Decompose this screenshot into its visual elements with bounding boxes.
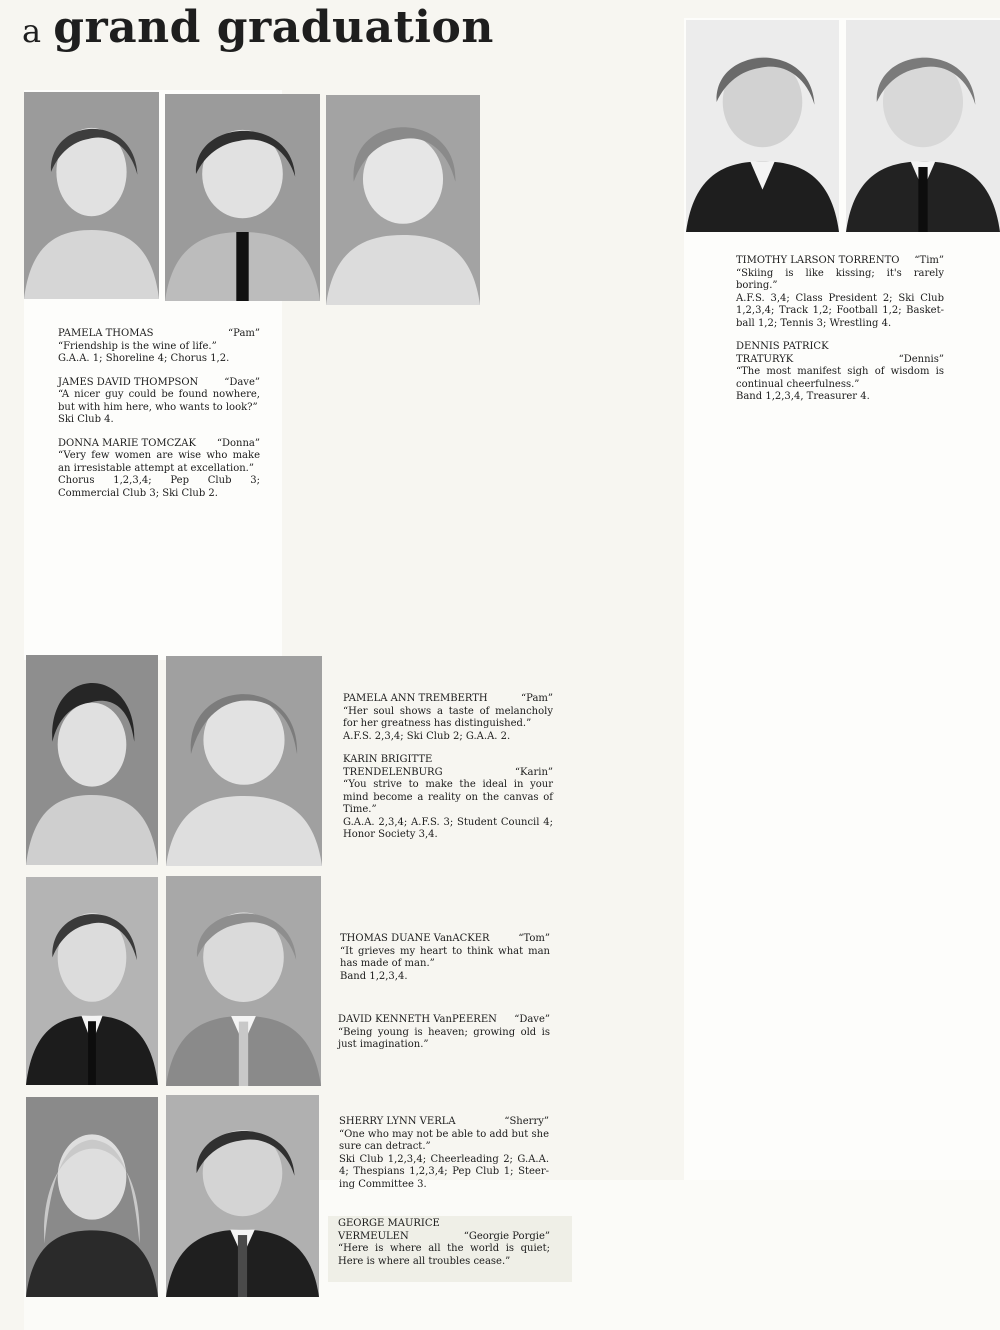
portrait-karin-trendelenburg: [166, 656, 322, 866]
entry-timothy-torrento: [736, 255, 944, 330]
nickname: “Dave”: [224, 376, 260, 388]
activities: A.F.S. 3,4; Class President 2; Ski Club 1,2,3,4; Track 1,2; Football 1,2; Basket-ball 1,2; Tennis 3; Wrestling 4.: [736, 292, 944, 329]
portrait-thomas-vanacker: [26, 877, 158, 1085]
entry-karin-trendelenburg: [343, 754, 553, 842]
quote: “Here is where all the world is quiet; Here is where all troubles cease.”: [338, 1243, 550, 1267]
quote: “The most manifest sigh of wisdom is continual cheerfulness.”: [736, 366, 944, 390]
entry-james-thompson: [58, 377, 260, 427]
page-title: [22, 2, 494, 53]
bio-column-top-left: [58, 328, 260, 511]
nickname: “Donna”: [216, 437, 260, 449]
quote: “A nicer guy could be found nowhere, but with him here, who wants to look?”: [58, 389, 260, 413]
portrait-pamela-tremberth: [26, 655, 158, 865]
title-prefix: a: [22, 12, 42, 50]
bio-column-row1: [343, 693, 553, 853]
portrait-icon: [165, 94, 320, 301]
quote: “Very few women are wise who make an irresistable attempt at excellation.”: [58, 450, 260, 474]
entry-david-vanpeeren: [338, 1014, 550, 1052]
entry-george-vermeulen: [338, 1218, 550, 1268]
nickname: “Tim”: [914, 255, 944, 266]
portrait-james-thompson: [165, 94, 320, 301]
portrait-icon: [326, 95, 480, 305]
activities: Band 1,2,3,4, Treasurer 4.: [736, 391, 870, 402]
portrait-pamela-thomas: [24, 92, 159, 299]
nickname: “Pam”: [228, 328, 260, 339]
student-name: JAMES DAVID THOMPSON: [58, 376, 199, 388]
portrait-icon: [166, 1095, 319, 1297]
nickname: “Sherry”: [504, 1116, 549, 1127]
entry-dennis-traturyk: [736, 341, 944, 404]
portrait-icon: [26, 655, 158, 865]
quote: “One who may not be able to add but she sure can detract.”: [339, 1128, 549, 1152]
portrait-george-vermeulen: [166, 1095, 319, 1297]
student-name: SHERRY LYNN VERLA: [339, 1116, 456, 1127]
nickname: “Georgie Porgie”: [463, 1230, 550, 1242]
portrait-timothy-torrento: [686, 20, 839, 232]
activities: Ski Club 1,2,3,4; Cheerleading 2; G.A.A. 4; Thespians 1,2,3,4; Pep Club 1; Steer-ing Committee 3.: [339, 1153, 549, 1190]
nickname: “Pam”: [521, 693, 553, 704]
portrait-icon: [166, 876, 321, 1086]
activities: Ski Club 4.: [58, 414, 114, 425]
title-main: grand graduation: [53, 2, 494, 53]
student-name: TIMOTHY LARSON TORRENTO: [736, 255, 900, 266]
student-name: THOMAS DUANE VanACKER: [340, 933, 490, 944]
activities: Chorus 1,2,3,4; Pep Club 3; Commercial Club 3; Ski Club 2.: [58, 475, 260, 499]
portrait-icon: [846, 20, 1000, 232]
student-name: DAVID KENNETH VanPEEREN: [338, 1014, 497, 1025]
student-name-line1: DENNIS PATRICK: [736, 341, 829, 352]
entry-donna-tomczak: [58, 438, 260, 501]
portrait-donna-tomczak: [326, 95, 480, 305]
activities: G.A.A. 2,3,4; A.F.S. 3; Student Council 4; Honor Society 3,4.: [343, 816, 553, 840]
entry-pamela-tremberth: [343, 693, 553, 743]
portrait-david-vanpeeren: [166, 876, 321, 1086]
student-name-line2: TRENDELENBURG: [343, 766, 443, 778]
quote: “Friendship is the wine of life.”: [58, 340, 217, 352]
student-name-line1: GEORGE MAURICE: [338, 1218, 440, 1229]
portrait-icon: [26, 877, 158, 1085]
portrait-icon: [686, 20, 839, 232]
student-name-line2: TRATURYK: [736, 353, 794, 365]
nickname: “Dave”: [514, 1014, 550, 1025]
portrait-dennis-traturyk: [846, 20, 1000, 232]
student-name: PAMELA ANN TREMBERTH: [343, 693, 488, 704]
entry-thomas-vanacker: [340, 933, 550, 983]
nickname: “Karin”: [514, 766, 553, 778]
quote: “Being young is heaven; growing old is just imagination.”: [338, 1026, 550, 1050]
quote: “Her soul shows a taste of melancholy for her greatness has distinguished.”: [343, 705, 553, 729]
bio-column-top-right: [736, 255, 944, 415]
portrait-icon: [166, 656, 322, 866]
activities: G.A.A. 1; Shoreline 4; Chorus 1,2.: [58, 353, 230, 364]
quote: “Skiing is like kissing; it's rarely boring.”: [736, 267, 944, 291]
activities: A.F.S. 2,3,4; Ski Club 2; G.A.A. 2.: [343, 730, 511, 742]
activities: Band 1,2,3,4.: [340, 970, 408, 982]
student-name-line1: KARIN BRIGITTE: [343, 754, 433, 765]
quote: “You strive to make the ideal in your mind become a reality on the canvas of Time.”: [343, 779, 553, 815]
student-name-line2: VERMEULEN: [338, 1230, 409, 1242]
quote: “It grieves my heart to think what man has made of man.”: [340, 945, 550, 969]
student-name: DONNA MARIE TOMCZAK: [58, 437, 196, 449]
portrait-sherry-verla: [26, 1097, 158, 1297]
nickname: “Tom”: [518, 933, 550, 944]
portrait-icon: [24, 92, 159, 299]
entry-sherry-verla: [339, 1116, 549, 1191]
entry-pamela-thomas: [58, 328, 260, 366]
student-name: PAMELA THOMAS: [58, 328, 154, 339]
nickname: “Dennis”: [898, 353, 944, 365]
portrait-icon: [26, 1097, 158, 1297]
